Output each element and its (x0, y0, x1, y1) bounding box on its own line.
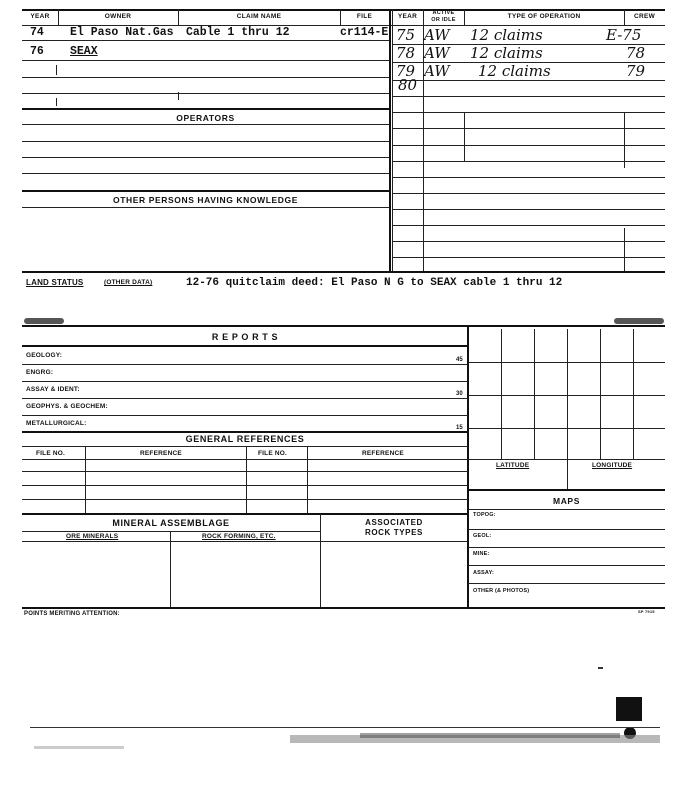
op-row-1-year: 75 (396, 26, 416, 44)
land-status-label: LAND STATUS (26, 278, 84, 287)
land-status-text: 12-76 quitclaim deed: El Paso N G to SEAX cable 1 thru 12 (186, 277, 563, 289)
report-engrg: ENGRG: (26, 369, 54, 376)
report-geology-num: 45 (456, 357, 463, 363)
ore-minerals-header: ORE MINERALS (66, 533, 119, 540)
land-status-sub: (OTHER DATA) (104, 279, 153, 286)
rock-forming-header: ROCK FORMING, ETC. (202, 533, 276, 540)
ref-file-no-2: FILE NO. (258, 450, 288, 457)
longitude-label: LONGITUDE (592, 462, 633, 469)
latitude-label: LATITUDE (496, 462, 530, 469)
owner-row-1-owner: El Paso Nat.Gas (70, 26, 174, 39)
report-geophys: GEOPHYS. & GEOCHEM: (26, 403, 108, 410)
op-row-2-year: 78 (396, 44, 416, 62)
owner-row-2-owner: SEAX (70, 45, 98, 58)
op-row-1-status: AW (424, 26, 450, 44)
owner-row-1-file: cr114-E (340, 26, 389, 39)
op-row-3-year: 79 (396, 62, 416, 80)
header-claim-name: CLAIM NAME (236, 13, 282, 20)
header-crew: CREW (633, 13, 656, 20)
mineral-assemblage-title: MINERAL ASSEMBLAGE (112, 518, 230, 528)
ref-file-no-1: FILE NO. (36, 450, 66, 457)
points-meriting-attention: POINTS MERITING ATTENTION: (24, 611, 120, 617)
op-row-3-type: 12 claims (478, 62, 551, 80)
op-row-2-crew: 78 (626, 44, 646, 62)
associated-rock-types-1: ASSOCIATED (365, 518, 423, 527)
report-assay: ASSAY & IDENT: (26, 386, 80, 393)
report-assay-num: 30 (456, 391, 463, 397)
header-year: YEAR (30, 13, 50, 20)
op-row-3-status: AW (424, 62, 450, 80)
header-owner: OWNER (104, 13, 132, 20)
map-geol: GEOL: (473, 533, 492, 539)
owner-row-1-claim: Cable 1 thru 12 (186, 26, 290, 39)
ref-reference-2: REFERENCE (362, 450, 404, 457)
op-row-3-crew: 79 (626, 62, 646, 80)
maps-title: MAPS (553, 496, 580, 506)
form-number: SP 7915 (638, 609, 655, 614)
op-row-2-type: 12 claims (470, 44, 543, 62)
associated-rock-types-2: ROCK TYPES (364, 528, 423, 537)
map-other-photos: OTHER (& PHOTOS) (473, 588, 530, 594)
op-row-1-type: 12 claims (470, 26, 543, 44)
map-assay: ASSAY: (473, 570, 495, 576)
op-row-4-year: 80 (398, 76, 418, 94)
header-year-2: YEAR (397, 13, 418, 20)
owner-row-2-year: 76 (30, 45, 44, 58)
owner-row-1-year: 74 (30, 26, 44, 39)
header-active-idle-top: ACTIVE (432, 10, 455, 16)
reports-title: R E P O R T S (211, 332, 279, 342)
op-row-1-crew: E-75 (606, 26, 642, 44)
operators-title: OPERATORS (176, 113, 235, 123)
map-mine: MINE: (473, 551, 490, 557)
other-persons-title: OTHER PERSONS HAVING KNOWLEDGE (112, 195, 299, 205)
report-metallurgical: METALLURGICAL: (26, 420, 87, 427)
op-row-2-status: AW (424, 44, 450, 62)
general-references-title: GENERAL REFERENCES (185, 434, 305, 444)
header-file: FILE (356, 13, 373, 20)
ref-reference-1: REFERENCE (140, 450, 182, 457)
header-type-of-operation: TYPE OF OPERATION (507, 13, 581, 20)
header-active-idle-bottom: OR IDLE (431, 17, 456, 23)
map-topog: TOPOG: (473, 512, 496, 518)
report-geology: GEOLOGY: (26, 352, 63, 359)
report-metallurgical-num: 15 (456, 425, 463, 431)
